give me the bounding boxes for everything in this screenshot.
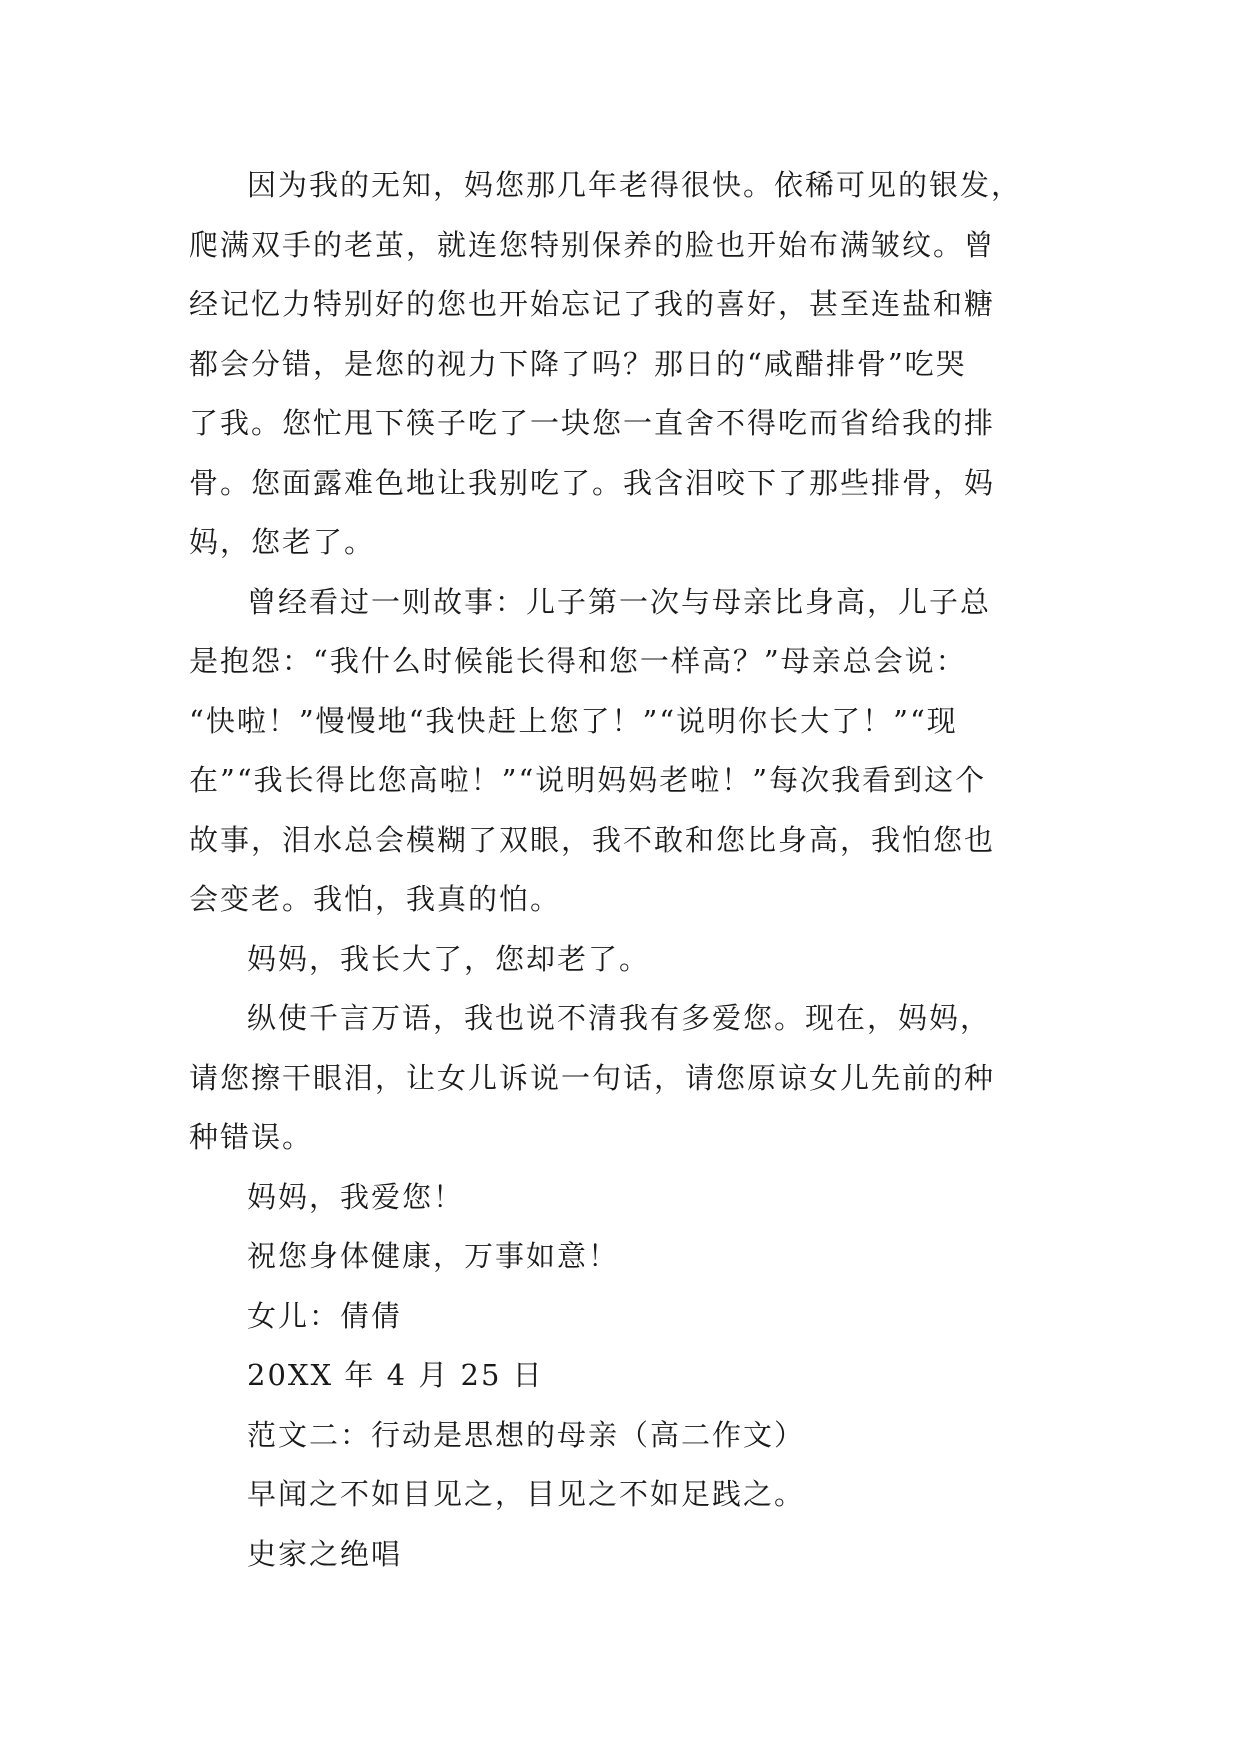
closing-wishes: 祝您身体健康，万事如意！ (247, 1239, 620, 1273)
closing-love: 妈妈，我爱您！ (247, 1179, 465, 1214)
signature: 女儿：倩倩 (247, 1298, 403, 1333)
date-line: 20XX 年 4 月 25 日 (247, 1358, 544, 1392)
paragraph-mother-aging: 因为我的无知，妈您那几年老得很快。依稀可见的银发， 爬满双手的老茧，就连您特别保养的脸也开始布满皱纹。曾 经记忆力特别好的您也开始忘记了我的喜好，甚至连盐和糖 都会分错，是您的视力下降了吗？那日的“咸醋排骨”吃哭 了我。您忙甩下筷子吃了一块您一直舍不得吃而省给我的排 骨。您面露难色地让我别吃了。我含泪咬下了那些排骨，妈 妈，您老了。 (189, 168, 1023, 559)
quote-line: 早闻之不如目见之，目见之不如足践之。 (247, 1477, 806, 1511)
section-heading: 范文二：行动是思想的母亲（高二作文） (247, 1417, 806, 1452)
paragraph-apology: 纵使千言万语，我也说不清我有多爱您。现在，妈妈， 请您擦干眼泪，让女儿诉说一句话，请您原谅女儿先前的种 种错误。 (189, 1001, 996, 1154)
document-body (189, 156, 1042, 1584)
subheading-line: 史家之绝唱 (247, 1536, 403, 1571)
paragraph-height-story: 曾经看过一则故事：儿子第一次与母亲比身高，儿子总 是抱怨：“我什么时候能长得和您一样高？”母亲总会说： “快啦！”慢慢地“我快赶上您了！”“说明你长大了！”“现 在”“我长得比您高啦！”“说明妈妈老啦！”每次我看到这个 故事，泪水总会模糊了双眼，我不敢和您比身高，我怕您也 会变老。我怕，我真的怕。 (189, 584, 996, 916)
paragraph-grown-up: 妈妈，我长大了，您却老了。 (247, 941, 651, 976)
